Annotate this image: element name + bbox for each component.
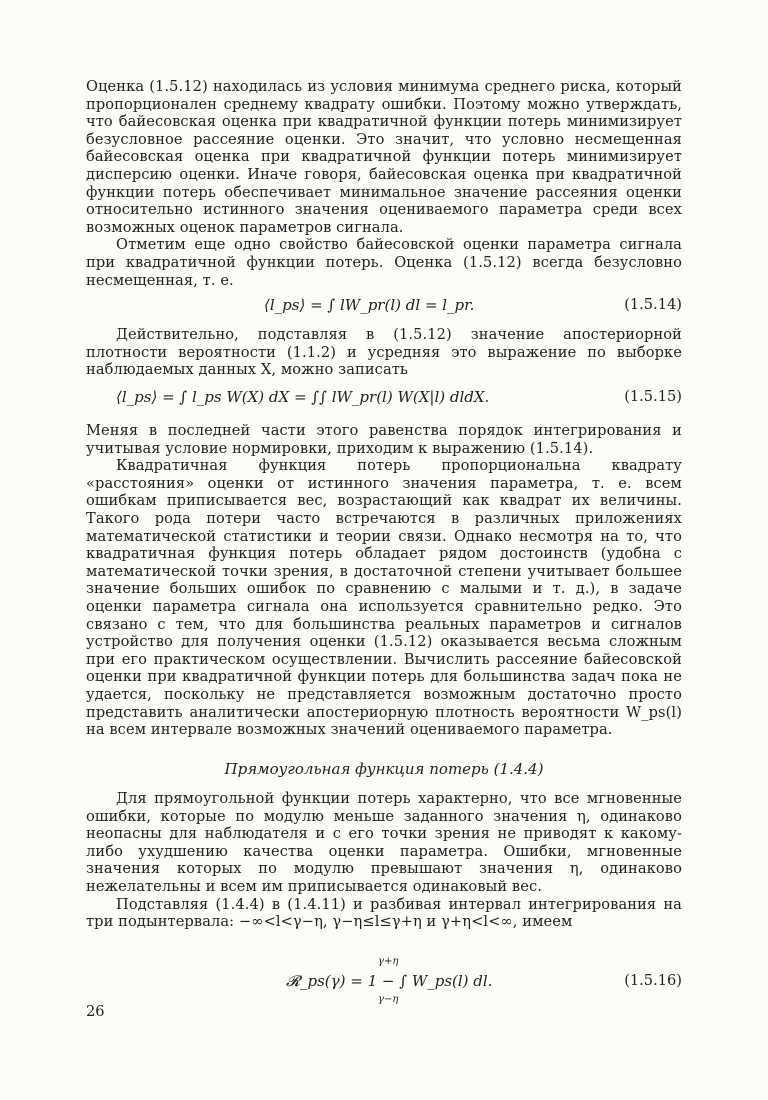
equation-1-5-14	[86, 294, 682, 320]
paragraph-3: Действительно, подставляя в (1.5.12) значение апостериорной плотности вероятности (1.1.2) и усредняя это выражение по выборке наблюдаемых данных X, можно записать	[86, 326, 682, 379]
paragraph-6: Для прямоугольной функции потерь характерно, что все мгновенные ошибки, которые по модулю меньше заданного значения η, одинаково неопасны для наблюдателя и с его точки зрения не приводят к какому-либо ухудшению качества оценки параметра. Ошибки, мгновенные значения которых по модулю превышают значения η, одинаково нежелательны и всем им приписывается одинаковый вес.	[86, 790, 682, 895]
paragraph-group-2	[86, 326, 682, 379]
paragraph-group-1	[86, 78, 682, 289]
paragraph-5: Квадратичная функция потерь пропорциональна квадрату «расстояния» оценки от истинного значения параметра, т. е. всем ошибкам приписывается вес, возрастающий как квадрат их величины. Такого рода потери часто встречаются в различных приложениях математической статистики и теории связи. Однако несмотря на то, что квадратичная функция потерь обладает рядом достоинств (удобна с математической точки зрения, в достаточной степени учитывает большее значение больших ошибок по сравнению с малыми и т. д.), в задаче оценки параметра сигнала она используется сравнительно редко. Это связано с тем, что для большинства реальных параметров и сигналов устройство для получения оценки (1.5.12) оказывается весьма сложным при его практическом осуществлении. Вычислить рассеяние байесовской оценки при квадратичной функции потерь для большинства задач пока не удается, поскольку не представляется возможным достаточно просто представить аналитически апостериорную плотность вероятности W_ps(l) на всем интервале возможных значений оцениваемого параметра.	[86, 457, 682, 739]
paragraph-7: Подставляя (1.4.4) в (1.4.11) и разбивая интервал интегрирования на три подынтервала: −∞<l<γ−η, γ−η≤l≤γ+η и γ+η<l<∞, имеем	[86, 895, 682, 931]
equation-number: (1.5.16)	[624, 972, 682, 989]
integral-upper-limit: γ+η	[378, 956, 399, 967]
page-number: 26	[86, 1003, 105, 1020]
equation-number: (1.5.15)	[624, 388, 682, 405]
equation-1-5-16	[86, 956, 682, 1005]
section-heading: Прямоугольная функция потерь (1.4.4)	[224, 760, 544, 778]
equation-1-5-15	[86, 386, 682, 412]
equation-number: (1.5.14)	[624, 296, 682, 313]
paragraph-group-4	[86, 790, 682, 931]
paragraph-1: Оценка (1.5.12) находилась из условия минимума среднего риска, который пропорционален среднему квадрату ошибки. Поэтому можно утверждать, что байесовская оценка при квадратичной функции потерь минимизирует безусловное рассеяние оценки. Это значит, что условно несмещенная байесовская оценка при квадратичной функции потерь минимизирует дисперсию оценки. Иначе говоря, байесовская оценка при квадратичной функции потерь обеспечивает минимальное значение рассеяния оценки относительно истинного значения оцениваемого параметра среди всех возможных оценок параметров сигнала.	[86, 78, 682, 236]
paragraph-group-3	[86, 422, 682, 739]
equation-1-5-16-expression: 𝓡_ps(γ) = 1 − ∫ W_ps(l) dl.	[286, 972, 493, 990]
equation-1-5-14-expression: ⟨l_ps⟩ = ∫ lW_pr(l) dl = l_pr.	[264, 296, 475, 314]
integral-lower-limit: γ−η	[378, 994, 399, 1005]
paragraph-2: Отметим еще одно свойство байесовской оценки параметра сигнала при квадратичной функции потерь. Оценка (1.5.12) всегда безусловно несмещенная, т. е.	[86, 236, 682, 289]
equation-1-5-15-expression: ⟨l_ps⟩ = ∫ l_ps W(X) dX = ∫∫ lW_pr(l) W(X|l) dldX.	[116, 388, 490, 406]
paragraph-4: Меняя в последней части этого равенства порядок интегрирования и учитывая условие нормировки, приходим к выражению (1.5.14).	[86, 422, 682, 457]
